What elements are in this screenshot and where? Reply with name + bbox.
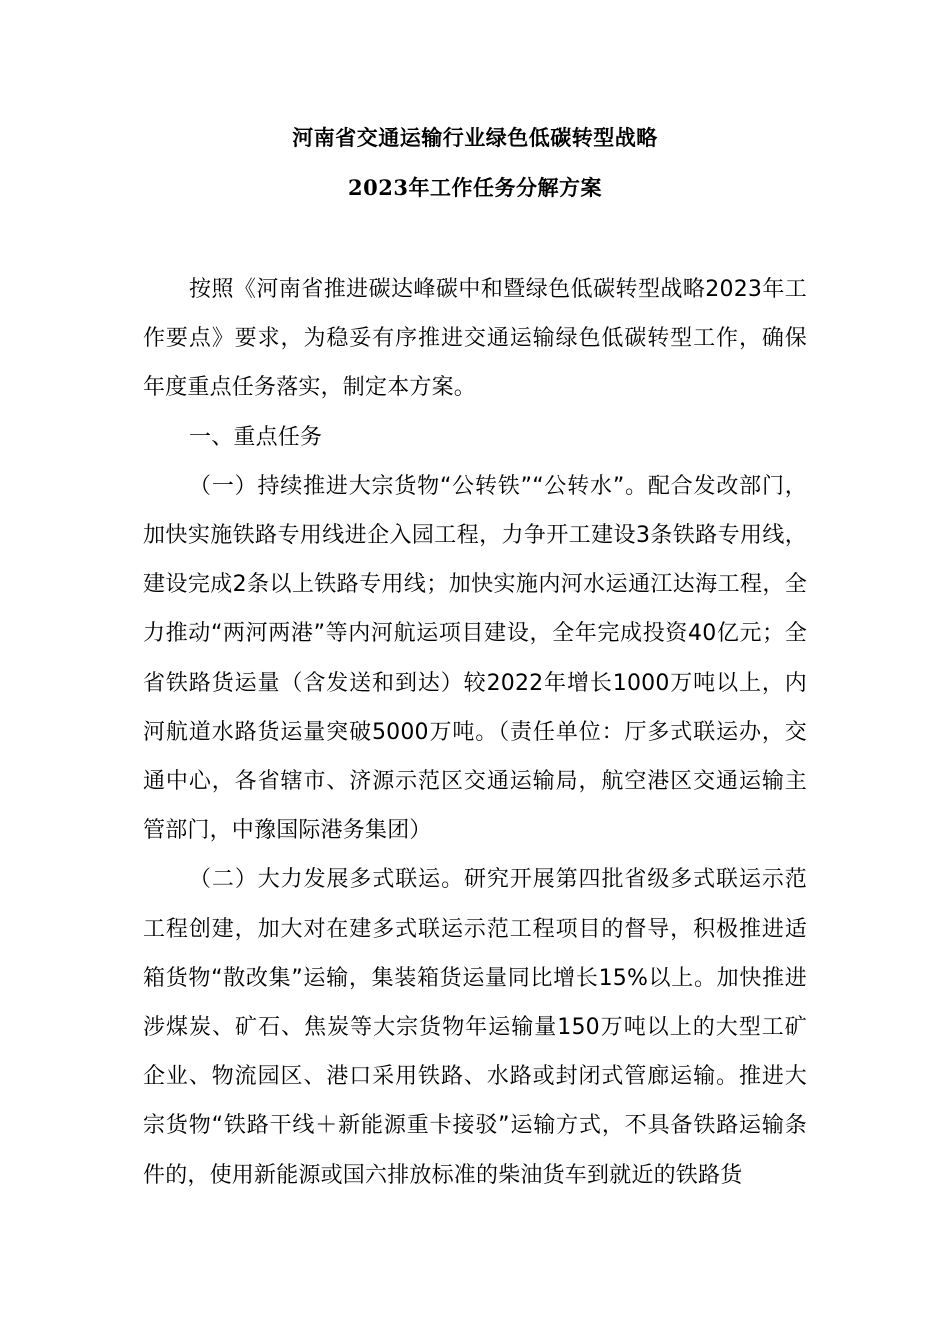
task-item-2: （二）大力发展多式联运。研究开展第四批省级多式联运示范工程创建，加大对在建多式联运示范工程项目的督导，积极推进适箱货物“散改集”运输，集装箱货运量同比增长15%以上。加快推进涉煤炭、矿石、焦炭等大宗货物年运输量150万吨以上的大型工矿企业、物流园区、港口采用铁路、水路或封闭式管廊运输。推进大宗货物“铁路干线＋新能源重卡接驳”运输方式，不具备铁路运输条件的，使用新能源或国六排放标准的柴油货车到就近的铁路货 [143, 867, 807, 1188]
document-title-line1: 河南省交通运输行业绿色低碳转型战略 [292, 125, 658, 150]
intro-paragraph: 按照《河南省推进碳达峰碳中和暨绿色低碳转型战略2023年工作要点》要求，为稳妥有序推进交通运输绿色低碳转型工作，确保年度重点任务落实，制定本方案。 [143, 277, 807, 401]
task-item-1: （一）持续推进大宗货物“公转铁”“公转水”。配合发改部门，加快实施铁路专用线进企入园工程，力争开工建设3条铁路专用线，建设完成2条以上铁路专用线；加快实施内河水运通江达海工程，全力推动“两河两港”等内河航运项目建设，全年完成投资40亿元；全省铁路货运量（含发送和到达）较2022年增长1000万吨以上，内河航道水路货运量突破5000万吨。（责任单位：厅多式联运办，交通中心，各省辖市、济源示范区交通运输局，航空港区交通运输主管部门，中豫国际港务集团） [143, 473, 807, 844]
document-body [143, 265, 807, 1200]
section-heading: 一、重点任务 [189, 424, 323, 450]
document-title-line2: 2023年工作任务分解方案 [348, 175, 602, 200]
